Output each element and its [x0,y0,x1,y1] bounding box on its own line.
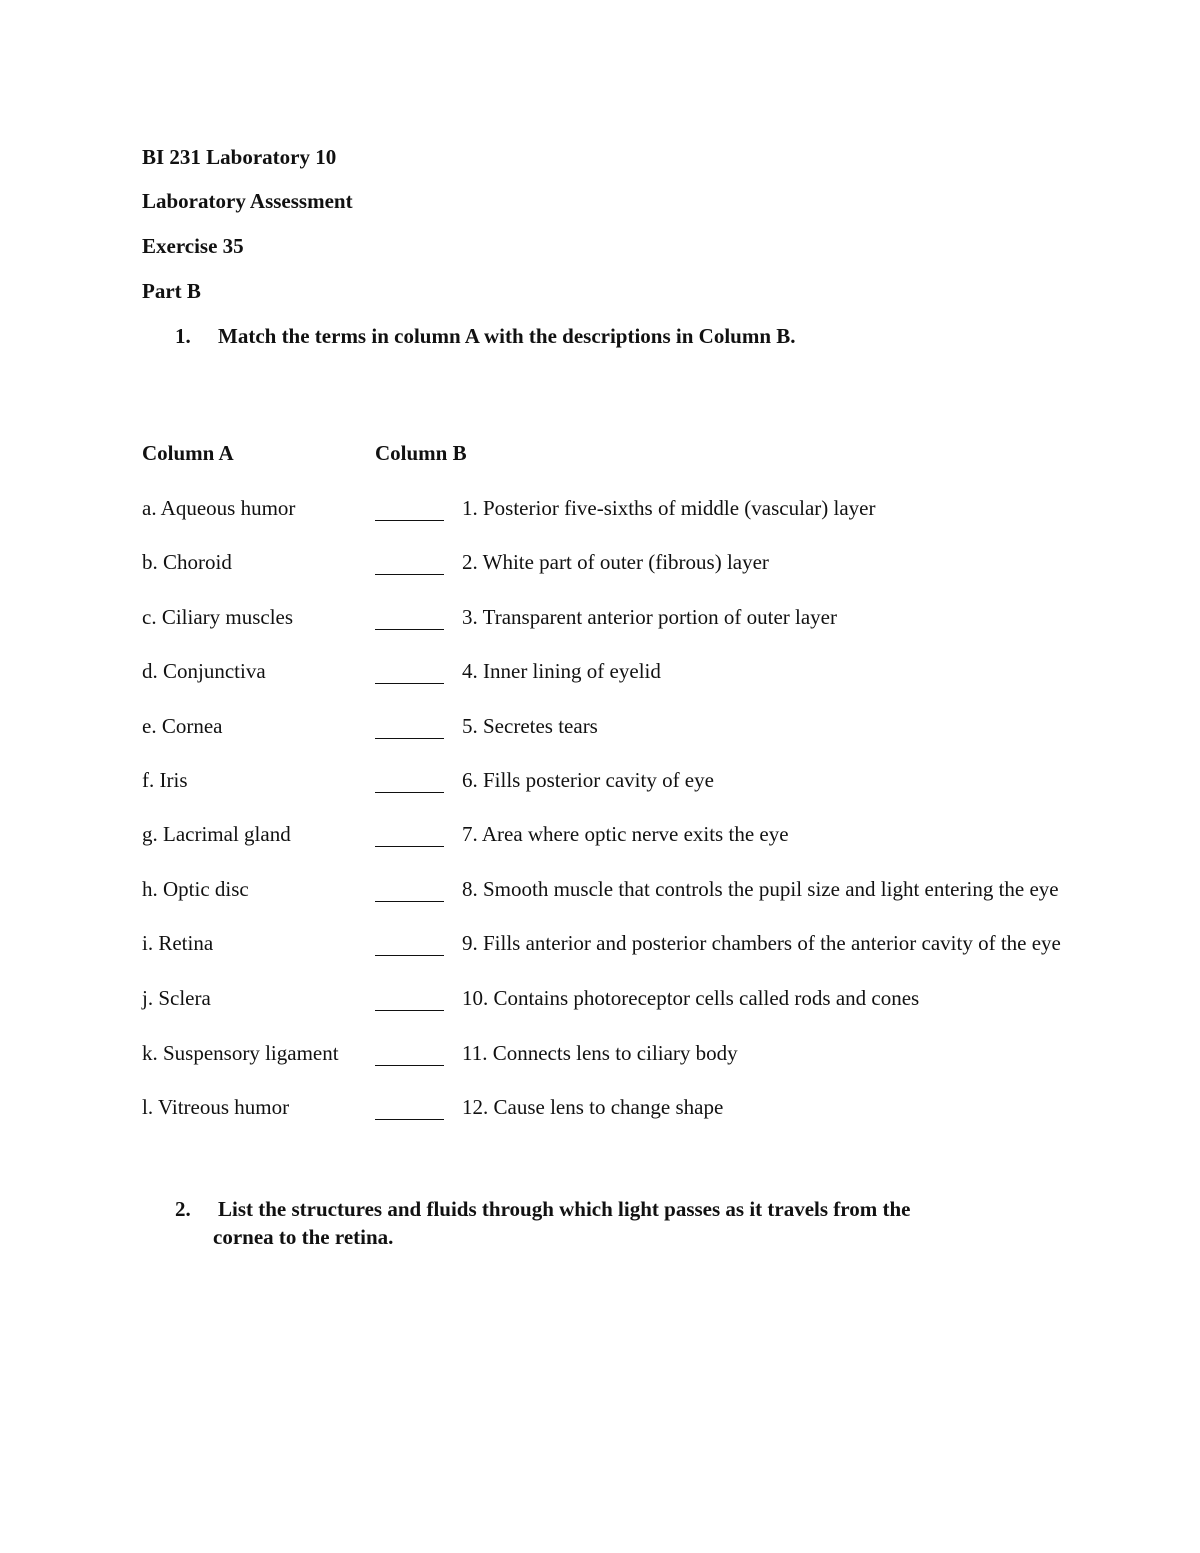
description-label: 2. White part of outer (fibrous) layer [462,550,769,574]
match-row [0,550,1200,580]
description-label: 12. Cause lens to change shape [462,1095,724,1119]
term-label: a. Aqueous humor [142,496,296,520]
match-row [0,659,1200,689]
description-label: 9. Fills anterior and posterior chambers of the anterior cavity of the eye [462,931,1061,955]
question-2-text: List the structures and fluids through which light passes as it travels from the [218,1197,911,1221]
part-title: Part B [142,279,201,303]
column-b-header: Column B [375,441,467,465]
match-row [0,605,1200,635]
answer-blank[interactable] [375,738,444,739]
answer-blank[interactable] [375,683,444,684]
answer-blank[interactable] [375,901,444,902]
term-label: h. Optic disc [142,877,249,901]
description-label: 8. Smooth muscle that controls the pupil size and light entering the eye [462,877,1059,901]
term-label: j. Sclera [142,986,211,1010]
term-label: f. Iris [142,768,188,792]
term-label: k. Suspensory ligament [142,1041,339,1065]
question-1-text: Match the terms in column A with the descriptions in Column B. [218,324,796,348]
description-label: 7. Area where optic nerve exits the eye [462,822,789,846]
answer-blank[interactable] [375,629,444,630]
match-row [0,496,1200,526]
description-label: 11. Connects lens to ciliary body [462,1041,738,1065]
term-label: c. Ciliary muscles [142,605,294,629]
match-row [0,931,1200,961]
answer-blank[interactable] [375,846,444,847]
match-row [0,986,1200,1016]
question-2-text-continued: cornea to the retina. [213,1225,394,1249]
answer-blank[interactable] [375,574,444,575]
description-label: 5. Secretes tears [462,714,598,738]
answer-blank[interactable] [375,1010,444,1011]
question-1-number: 1. [175,324,191,348]
term-label: e. Cornea [142,714,223,738]
course-title: BI 231 Laboratory 10 [142,145,337,169]
match-row [0,714,1200,744]
answer-blank[interactable] [375,520,444,521]
term-label: i. Retina [142,931,214,955]
description-label: 10. Contains photoreceptor cells called rods and cones [462,986,920,1010]
answer-blank[interactable] [375,1065,444,1066]
answer-blank[interactable] [375,1119,444,1120]
term-label: b. Choroid [142,550,232,574]
term-label: d. Conjunctiva [142,659,266,683]
match-row [0,822,1200,852]
description-label: 6. Fills posterior cavity of eye [462,768,714,792]
exercise-title: Exercise 35 [142,234,244,258]
description-label: 3. Transparent anterior portion of outer layer [462,605,837,629]
match-row [0,768,1200,798]
description-label: 4. Inner lining of eyelid [462,659,661,683]
term-label: l. Vitreous humor [142,1095,290,1119]
column-a-header: Column A [142,441,234,465]
description-label: 1. Posterior five-sixths of middle (vascular) layer [462,496,876,520]
assessment-title: Laboratory Assessment [142,189,353,213]
answer-blank[interactable] [375,792,444,793]
match-row [0,877,1200,907]
match-row [0,1095,1200,1125]
question-2-number: 2. [175,1197,191,1221]
match-row [0,1041,1200,1071]
term-label: g. Lacrimal gland [142,822,291,846]
answer-blank[interactable] [375,955,444,956]
